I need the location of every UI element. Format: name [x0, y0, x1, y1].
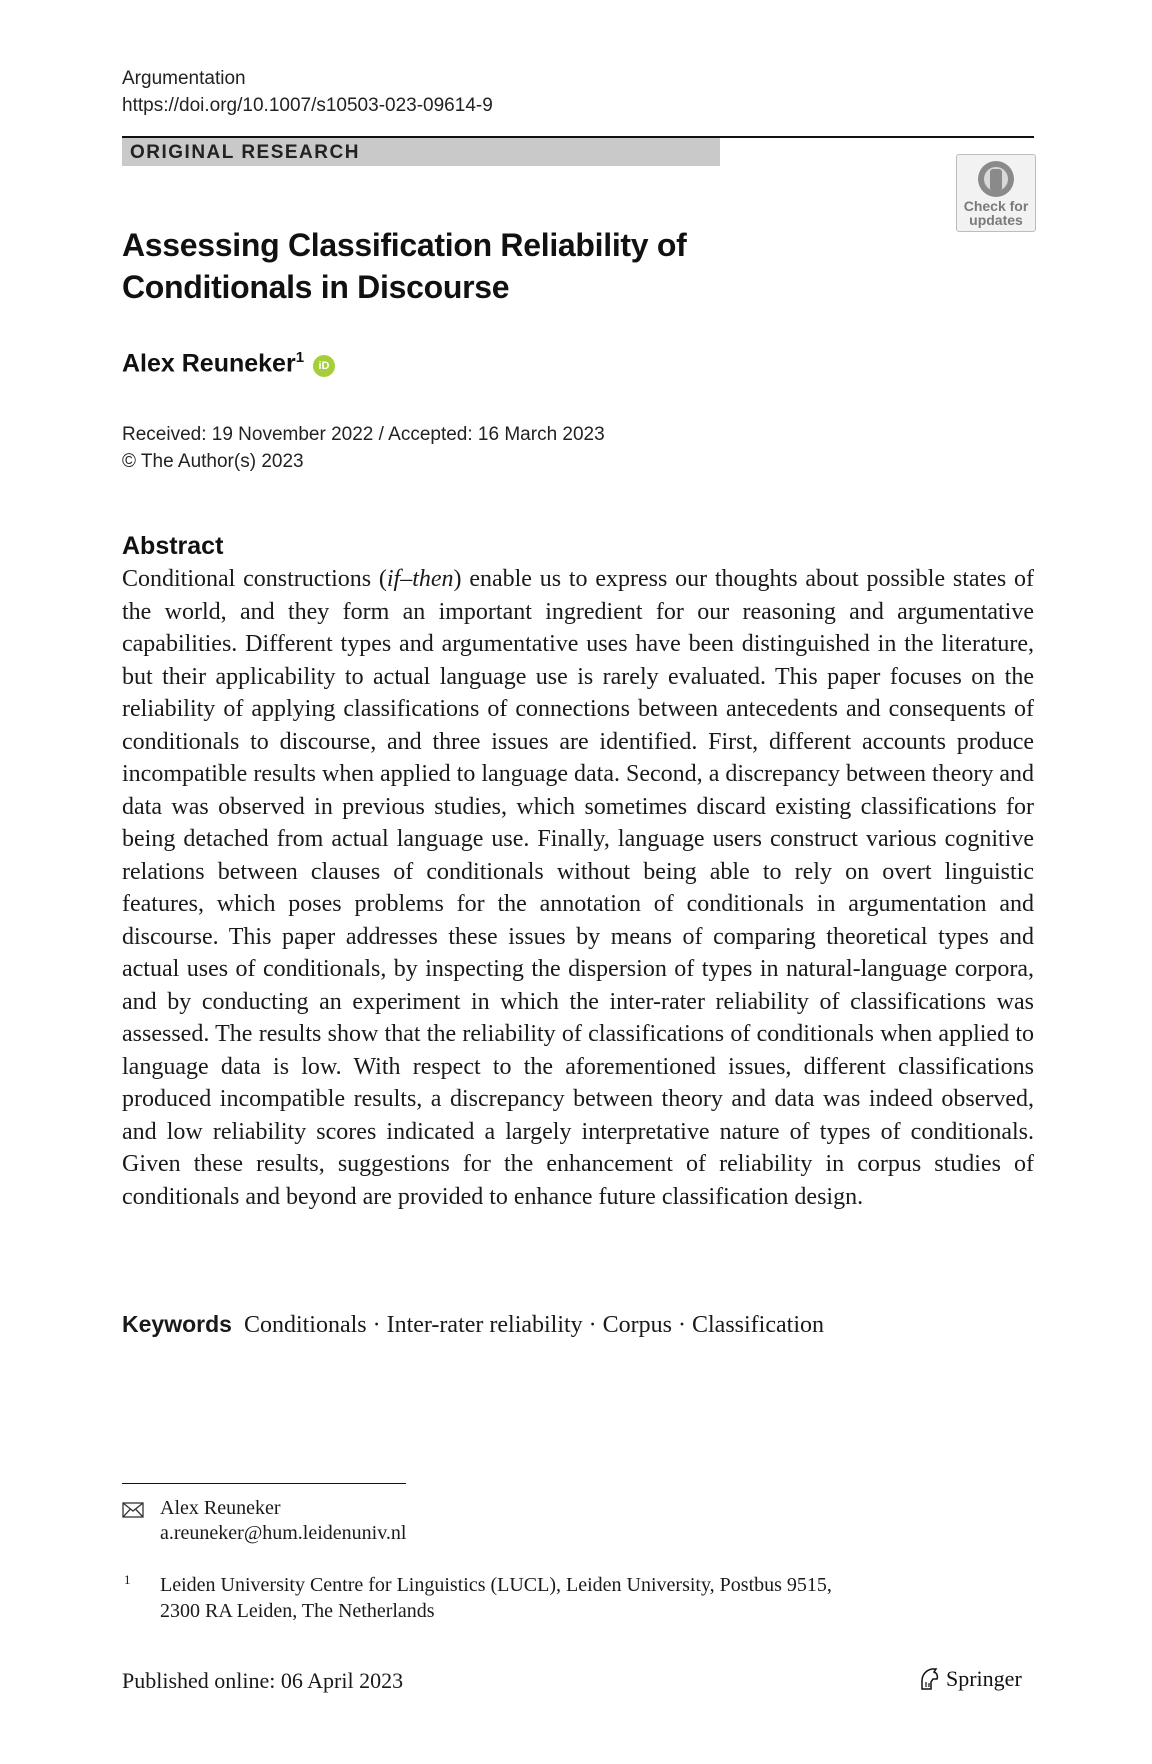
author-affiliation-mark: 1	[295, 349, 305, 366]
publisher-name: Springer	[946, 1666, 1022, 1691]
affiliation-line-1: Leiden University Centre for Linguistics (LUCL), Leiden University, Postbus 9515,	[160, 1574, 832, 1596]
check-for-updates-badge[interactable]	[956, 154, 1036, 232]
copyright-notice: © The Author(s) 2023	[122, 451, 304, 472]
abstract-text-rest: ) enable us to express our thoughts about possible states of the world, and they form an important ingredient for our reasoning and argumentative capabilities. Different types and argumentative uses have been distinguished in the literature, but their applicability to actual language use is rarely evaluated. This paper focuses on the reliability of applying classifications of connections between antecedents and consequents of conditionals to discourse, and three issues are identified. First, different accounts produce incompatible results when applied to language data. Second, a discrepancy between theory and data was observed in previous studies, which sometimes discard existing classifications for being detached from actual language use. Finally, language users construct various cognitive relations between clauses of conditionals without being able to rely on overt linguistic features, which poses problems for the annotation of conditionals in argumentation and discourse. This paper addresses these issues by means of comparing theoretical types and actual uses of conditionals, by inspecting the dispersion of types in natural-language corpora, and by conducting an experiment in which the inter-rater reliability of classifications was assessed. The results show that the reliability of classifications of conditionals when applied to language data is low. With respect to the aforementioned issues, different classifications produced incompatible results, a discrepancy between theory and data was indeed observed, and low reliability scores indicated a largely interpretative nature of types of conditionals. Given these results, suggestions for the enhancement of reliability in corpus studies of conditionals and beyond are provided to enhance future classification design.	[122, 566, 1034, 1210]
doi-link[interactable]: https://doi.org/10.1007/s10503-023-09614-9	[122, 95, 493, 116]
footnote-divider	[122, 1483, 406, 1484]
published-online-date: Published online: 06 April 2023	[122, 1668, 404, 1693]
check-updates-icon	[976, 159, 1016, 199]
publisher-logo	[918, 1666, 1022, 1692]
journal-name: Argumentation	[122, 68, 246, 89]
author-line	[122, 349, 335, 378]
check-updates-line2: updates	[969, 212, 1023, 228]
springer-horse-icon	[918, 1667, 940, 1691]
envelope-icon	[122, 1502, 144, 1518]
abstract-heading: Abstract	[122, 532, 224, 560]
check-updates-line1: Check for	[963, 198, 1029, 214]
author-name[interactable]: Alex Reuneker	[122, 349, 296, 378]
affiliation-line-2: 2300 RA Leiden, The Netherlands	[160, 1600, 435, 1622]
corresponding-author-name: Alex Reuneker	[160, 1497, 281, 1519]
section-label: ORIGINAL RESEARCH	[130, 142, 360, 163]
keywords-list: Conditionals · Inter-rater reliability · Corpus · Classification	[243, 1312, 824, 1338]
corresponding-author-email[interactable]: a.reuneker@hum.leidenuniv.nl	[160, 1522, 407, 1544]
section-bar	[122, 136, 1034, 166]
abstract-italic-term: if–then	[386, 566, 454, 592]
abstract-body	[122, 563, 1034, 1213]
orcid-icon[interactable]: iD	[313, 355, 335, 377]
keywords-label: Keywords	[122, 1311, 232, 1337]
abstract-text-start: Conditional constructions (	[122, 566, 387, 592]
keywords-line	[122, 1311, 824, 1339]
affiliation-number: 1	[124, 1572, 131, 1587]
received-accepted-dates: Received: 19 November 2022 / Accepted: 16 March 2023	[122, 424, 605, 445]
article-title: Assessing Classification Reliability of Conditionals in Discourse	[122, 227, 687, 305]
